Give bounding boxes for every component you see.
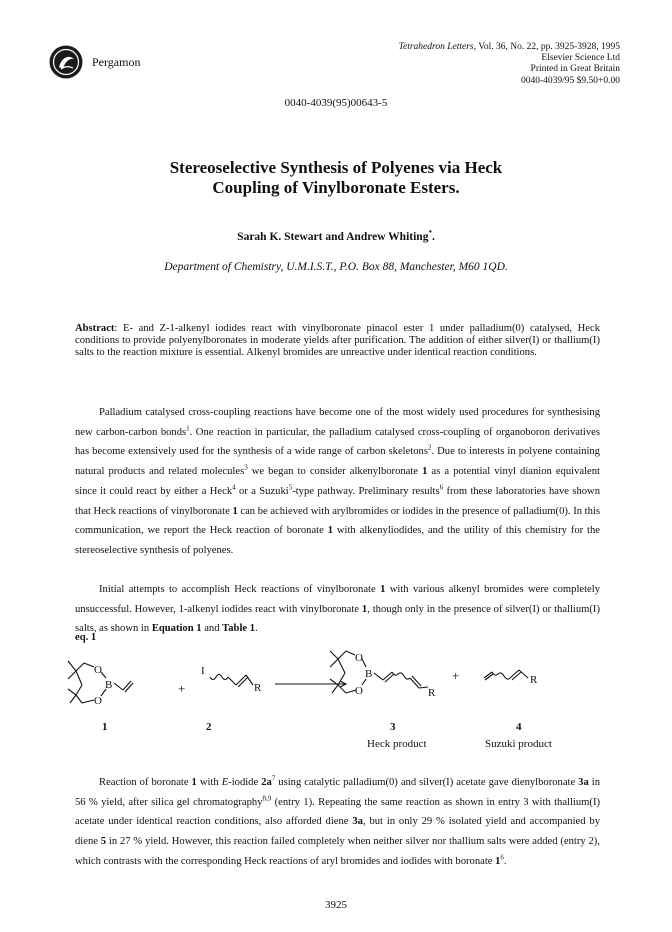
atom-label: R — [254, 682, 262, 694]
atom-label: B — [365, 668, 373, 680]
compound-4-structure — [484, 670, 528, 680]
heck-product-caption: Heck product — [367, 738, 427, 750]
equation-reference: Equation 1 — [151, 623, 202, 635]
suzuki-product-caption: Suzuki product — [485, 738, 552, 750]
compound-number: 1 — [422, 466, 428, 478]
reference-mark: 6 — [500, 853, 504, 862]
article-title — [0, 158, 672, 198]
compound-number: 3 — [390, 721, 396, 733]
publisher-line: Elsevier Science Ltd — [541, 53, 620, 64]
compound-number: 4 — [516, 721, 522, 733]
text: -type pathway. Preliminary results — [292, 485, 440, 497]
text: Palladium catalysed cross-coupling reactions have become one of the most widely used procedures for synthesising new carbon-carbon bonds — [75, 407, 600, 438]
issn-price-line: 0040-4039/95 $9.50+0.00 — [520, 75, 620, 86]
stereo-descriptor: E — [221, 777, 229, 788]
atom-label: B — [105, 679, 113, 691]
atom-label: O — [94, 695, 102, 707]
compound-number: 1 — [327, 525, 333, 537]
compound-2-structure — [210, 675, 253, 688]
text: (entry 1). Repeating the same reaction as shown in entry 3 with thallium(I) acetate under identical reaction conditions, also afforded diene — [75, 796, 600, 828]
reference-mark: 4 — [232, 483, 236, 492]
compound-3-structure — [330, 651, 428, 693]
journal-name: Tetrahedron Letters — [398, 42, 474, 52]
title-line-2: Coupling of Vinylboronate Esters. — [212, 178, 460, 197]
reference-mark: 2 — [427, 443, 432, 452]
text: from these laboratories have shown that Heck reactions of vinylboronate — [75, 485, 600, 517]
plus-sign: + — [452, 668, 460, 683]
text: as a potential vinyl dianion equivalent since it could react by either a Heck — [75, 466, 600, 497]
compound-number: 1 — [102, 721, 108, 733]
journal-details: , Vol. 36, No. 22, pp. 3925-3928, 1995 — [473, 42, 620, 52]
text: , though only in the presence of silver(I) or thallium(I) salts, as shown in — [75, 603, 600, 635]
table-reference: Table 1 — [222, 623, 256, 635]
page-number: 3925 — [325, 899, 347, 911]
paragraph-3 — [75, 773, 600, 872]
corresponding-author-mark: * — [428, 229, 432, 238]
compound-number: 1 — [232, 505, 238, 517]
atom-label: R — [530, 674, 538, 686]
text: . — [503, 855, 507, 867]
reaction-arrow — [275, 681, 346, 687]
author-names: Sarah K. Stewart and Andrew Whiting — [237, 231, 429, 243]
plus-sign: + — [178, 681, 186, 696]
paragraph-1 — [75, 403, 600, 561]
compound-number: 2a — [261, 777, 272, 788]
text: with — [196, 777, 222, 788]
text: Initial attempts to accomplish Heck reactions of vinylboronate — [99, 584, 381, 595]
reference-mark: 3 — [244, 463, 248, 472]
text: using catalytic palladium(0) and silver(I) acetate gave dienylboronate — [275, 777, 579, 788]
reference-mark: 1 — [186, 424, 190, 433]
atom-label: O — [355, 685, 363, 697]
reference-mark: 6 — [439, 483, 444, 492]
authors — [0, 231, 672, 243]
text: or a Suzuki — [235, 485, 289, 497]
text: Reaction of boronate — [99, 777, 192, 788]
text: . Due to interests in polyene containing natural products and related molecules — [75, 446, 600, 478]
atom-label: O — [94, 664, 102, 676]
title-line-1: Stereoselective Synthesis of Polyenes via Heck — [169, 158, 503, 177]
text: and — [201, 623, 223, 635]
text: . — [255, 623, 258, 635]
equation-label: eq. 1 — [75, 632, 97, 643]
abstract-label: Abstract — [75, 323, 115, 334]
compound-number: 1 — [191, 777, 197, 788]
text: , but in only 29 % isolated yield and accompanied by diene — [75, 816, 600, 848]
reference-mark: 8,9 — [262, 794, 272, 803]
compound-number: 3a — [578, 777, 589, 788]
article-identifier: 0040-4039(95)00643-5 — [284, 97, 388, 109]
authors-end: . — [431, 231, 435, 243]
paragraph-2 — [75, 580, 600, 639]
text: can be achieved with arylbromides or iodides in the presence of palladium(0). In this communication, we report the Heck reaction of boronate — [75, 505, 600, 537]
compound-number: 3a — [352, 816, 363, 828]
pergamon-logo — [48, 44, 84, 80]
text: we began to consider alkenylboronate — [247, 466, 423, 478]
atom-label: O — [355, 652, 363, 664]
atom-label: R — [428, 687, 436, 699]
text: with various alkenyl bromides were completely unsuccessful. However, 1-alkenyl iodides react with vinylboronate — [75, 584, 601, 615]
abstract — [75, 323, 600, 359]
text: -iodide — [228, 777, 262, 788]
text: with alkenyliodides, and the utility of this chemistry for the stereoselective synthesis of polyenes. — [75, 525, 600, 556]
affiliation: Department of Chemistry, U.M.I.S.T., P.O. Box 88, Manchester, M60 1QD. — [164, 261, 508, 273]
text: . One reaction in particular, the palladium catalysed cross-coupling of organoboron derivatives has become extensively used for the synthesis of a wide range of carbon skeletons — [75, 426, 600, 458]
compound-number: 1 — [361, 603, 368, 615]
reference-mark: 7 — [271, 774, 276, 783]
text: in 27 % yield. However, this reaction failed completely when neither silver nor thallium salts were added (entry 2), which contrasts with the corresponding Heck reactions of aryl bromides and iodides with boronate — [75, 836, 600, 867]
compound-number: 5 — [100, 836, 107, 848]
reaction-scheme — [60, 645, 615, 750]
compound-number: 1 — [495, 855, 501, 867]
abstract-text: : E- and Z-1-alkenyl iodides react with vinylboronate pinacol ester 1 under palladium(0) catalysed, Heck conditions to provide polyenylboronates in moderate yields after purification. The addition of either silver(I) or thallium(I) salts to the reaction mixture is essential. Alkenyl bromides are unreactive under identical reaction conditions. — [75, 323, 600, 358]
compound-number: 1 — [380, 584, 386, 595]
compound-number: 2 — [206, 721, 212, 733]
journal-citation — [399, 42, 620, 87]
atom-label: I — [201, 665, 205, 677]
printed-line: Printed in Great Britain — [530, 64, 620, 75]
publisher-name: Pergamon — [92, 55, 141, 69]
reference-mark: 5 — [288, 483, 293, 492]
text: in 56 % yield, after silica gel chromatography — [75, 777, 601, 808]
